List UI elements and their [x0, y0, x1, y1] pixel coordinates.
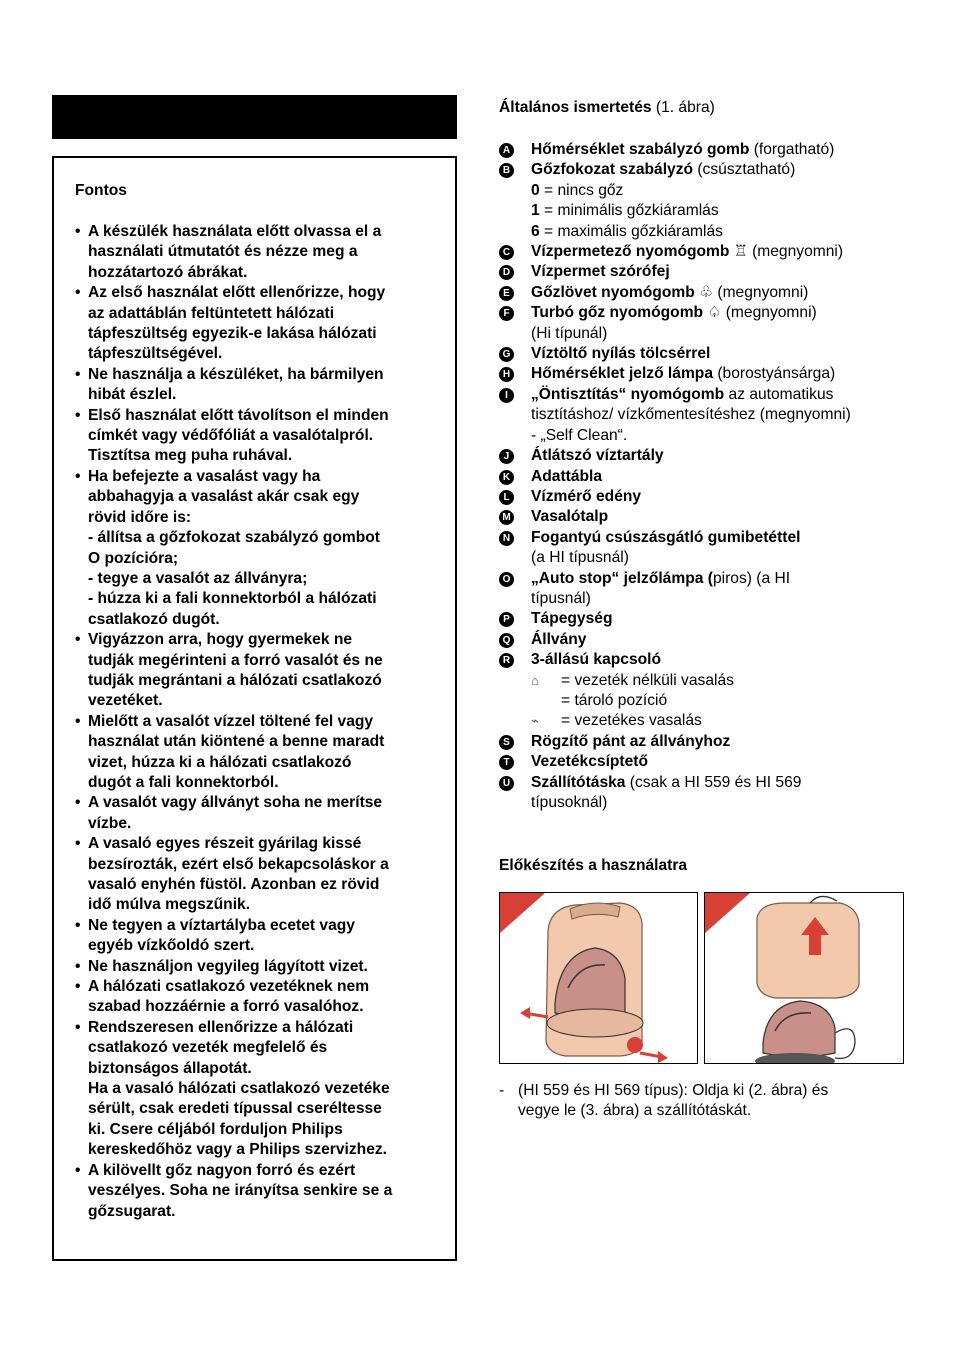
warning-line: használat után kiöntené a benne maradt [88, 733, 385, 751]
part-line [531, 160, 919, 180]
part-label-text: tisztításhoz/ vízkőmentesítéshez (megnyomni) [531, 406, 851, 424]
part-item-l [499, 487, 919, 507]
letter-badge-icon: O [499, 572, 514, 587]
part-line [531, 140, 919, 160]
part-label-bold: Rögzítő pánt az állványhoz [531, 732, 731, 750]
part-label-text: (csúsztatható) [693, 161, 796, 179]
part-item-n [499, 528, 919, 569]
letter-badge-icon: K [499, 470, 514, 485]
switch-symbol-icon: ⌂ [531, 672, 539, 688]
note-line: vegye le (3. ábra) a szállítótáskát. [518, 1102, 752, 1120]
part-label-bold: Gőzlövet nyomógomb [531, 283, 695, 301]
part-label-text: az automatikus [724, 385, 834, 403]
part-label-bold: Szállítótáska [531, 773, 626, 791]
warning-line: az adattáblán feltüntetett hálózati [88, 304, 335, 322]
warning-line: abbahagyja a vasalást akár csak egy [88, 488, 360, 506]
part-label-bold: Adattábla [531, 467, 603, 485]
warning-line: A vasalót vagy állványt soha ne merítse [88, 794, 383, 812]
warning-line: Vigyázzon arra, hogy gyermekek ne [88, 631, 353, 649]
warning-line: szabad hozzáérnie a forró vasalóhoz. [88, 998, 364, 1016]
letter-badge-icon: D [499, 265, 514, 280]
switch-text: = vezeték nélküli vasalás [561, 671, 734, 689]
warning-item [75, 977, 447, 1018]
warning-item [75, 283, 447, 365]
warning-line: A hálózati csatlakozó vezetéknek nem [88, 978, 370, 996]
part-label-bold: „Auto stop“ jelzőlámpa ( [531, 569, 713, 587]
part-item-e [499, 283, 919, 303]
part-label-bold: Tápegység [531, 610, 613, 628]
warning-line: sérült, csak eredeti típussal cseréltesse [88, 1100, 382, 1118]
part-label-bold: Gőzfokozat szabályzó [531, 161, 694, 179]
warning-line: címkét vagy védőfóliát a vasalótalpról. [88, 427, 374, 445]
part-label-text: ♤ (megnyomni) [703, 304, 817, 322]
part-line [531, 507, 919, 527]
bullet-icon: • [75, 284, 81, 302]
part-label-text: (csak a HI 559 és HI 569 [625, 773, 802, 791]
corner-marker-icon [500, 893, 545, 933]
part-label-bold: „Öntisztítás“ nyomógomb [531, 385, 725, 403]
warning-line: Mielőtt a vasalót vízzel töltené fel vagy [88, 712, 374, 730]
warning-line: idő múlva megszűnik. [88, 896, 251, 914]
warning-line: Ne használja a készüléket, ha bármilyen [88, 365, 384, 383]
part-line [531, 650, 919, 670]
warning-line: Ha befejezte a vasalást vagy ha [88, 467, 321, 485]
switch-symbol-icon: ⌁ [531, 713, 539, 729]
letter-badge-icon: L [499, 490, 514, 505]
warning-line: rövid időre is: [88, 508, 192, 526]
bullet-icon: • [75, 1018, 81, 1036]
warning-line: O pozícióra; [88, 549, 179, 567]
warning-line: használati útmutatót és nézze meg a [88, 243, 358, 261]
warning-line: - húzza ki a fali konnektorból a hálózati [88, 590, 377, 608]
part-line [531, 773, 919, 793]
warning-list [75, 222, 447, 1222]
part-item-f [499, 303, 919, 344]
part-item-a [499, 140, 919, 160]
part-label-bold: Vízmérő edény [531, 487, 642, 505]
warning-line: egyéb vízkőoldó szert. [88, 937, 255, 955]
switch-position [499, 691, 919, 711]
bullet-icon: • [75, 916, 81, 934]
part-line [531, 446, 919, 466]
part-item-j [499, 446, 919, 466]
part-item-t [499, 752, 919, 772]
part-label-text: (borostyánsárga) [713, 365, 836, 383]
part-line [531, 589, 919, 609]
bullet-icon: • [75, 631, 81, 649]
warning-line: csatlakozó vezeték megfelelő és [88, 1039, 328, 1057]
section-title [499, 98, 919, 118]
warning-item [75, 712, 447, 794]
warning-item [75, 793, 447, 834]
part-label-bold: Vízpermet szórófej [531, 263, 670, 281]
part-label-text: = nincs gőz [539, 181, 624, 199]
part-label-text: ♖ (megnyomni) [729, 243, 844, 261]
section-title-bold: Általános ismertetés [499, 99, 652, 116]
part-label-text: ♧ (megnyomni) [694, 283, 809, 301]
part-label-bold: Átlátszó víztartály [531, 447, 664, 465]
part-line [531, 569, 919, 589]
part-line [531, 181, 919, 201]
warning-line: gőzsugarat. [88, 1202, 176, 1220]
bullet-icon: • [75, 957, 81, 975]
letter-badge-icon: J [499, 449, 514, 464]
warning-item [75, 467, 447, 630]
letter-badge-icon: H [499, 367, 514, 382]
warning-line: ki. Csere céljából forduljon Philips [88, 1120, 343, 1138]
warning-line: A kilövellt gőz nagyon forró és ezért [88, 1161, 356, 1179]
part-item-o [499, 569, 919, 610]
part-item-h [499, 364, 919, 384]
part-label-bold: Vízpermetező nyomógomb [531, 243, 730, 261]
letter-badge-icon: M [499, 510, 514, 525]
part-item-b [499, 160, 919, 242]
bullet-icon: • [75, 712, 81, 730]
note-dash: - [499, 1082, 505, 1099]
warning-line: Rendszeresen ellenőrizze a hálózati [88, 1018, 354, 1036]
part-item-k [499, 467, 919, 487]
part-item-c [499, 242, 919, 262]
letter-badge-icon: Q [499, 633, 514, 648]
part-line [531, 405, 919, 425]
part-label-bold: Hőmérséklet jelző lámpa [531, 365, 714, 383]
warning-line: hibát észlel. [88, 386, 177, 404]
letter-badge-icon: P [499, 612, 514, 627]
note-line: (HI 559 és HI 569 típus): Oldja ki (2. ábra) és [518, 1082, 829, 1099]
part-line [531, 793, 919, 813]
warning-line: Ne tegyen a víztartályba ecetet vagy [88, 916, 355, 934]
letter-badge-icon: C [499, 245, 514, 260]
warning-heading: Fontos [75, 182, 127, 199]
letter-badge-icon: N [499, 531, 514, 546]
part-line [531, 222, 919, 242]
part-label-bold: Víztöltő nyílás tölcsérrel [531, 345, 711, 363]
warning-line: A készülék használata előtt olvassa el a [88, 223, 382, 240]
prep-heading: Előkészítés a használatra [499, 857, 688, 874]
prep-note [499, 1081, 919, 1122]
part-label-bold: Hőmérséklet szabályzó gomb [531, 141, 750, 158]
part-label-bold: Állvány [531, 630, 587, 648]
warning-line: tápfeszültségével. [88, 345, 223, 363]
part-label-text: = maximális gőzkiáramlás [539, 222, 723, 240]
corner-marker-icon [705, 893, 750, 933]
warning-line: vasaló enyhén füstöl. Azonban ez rövid [88, 876, 380, 893]
warning-item [75, 916, 447, 957]
warning-item [75, 406, 447, 467]
bullet-icon: • [75, 978, 81, 996]
warning-line: Ne használjon vegyileg lágyított vizet. [88, 957, 368, 975]
part-label-bold: Turbó gőz nyomógomb [531, 304, 704, 322]
part-label-text: = minimális gőzkiáramlás [539, 202, 719, 220]
figure-3-carrying-case-lift [704, 892, 904, 1064]
letter-badge-icon: E [499, 286, 514, 301]
letter-badge-icon: R [499, 653, 514, 668]
part-label-bold: Vasalótalp [531, 508, 609, 526]
warning-line: Az első használat előtt ellenőrizze, hogy [88, 284, 386, 302]
section-title-rest: (1. ábra) [651, 99, 715, 116]
warning-line: Ha a vasaló hálózati csatlakozó vezetéke [88, 1080, 390, 1098]
warning-line: A vasaló egyes részeit gyárilag kissé [88, 835, 362, 853]
note-text [499, 1081, 919, 1122]
warning-line: veszélyes. Soha ne irányítsa senkire se a [88, 1182, 393, 1200]
switch-position [499, 711, 919, 731]
part-label-bold: Fogantyú csúszásgátló gumibetéttel [531, 528, 801, 546]
switch-text: = vezetékes vasalás [561, 712, 702, 730]
part-item-g [499, 344, 919, 364]
part-line [531, 344, 919, 364]
warning-line: vezetéket. [88, 692, 163, 710]
part-label-bold: Vezetékcsíptető [531, 753, 649, 771]
part-item-q [499, 630, 919, 650]
warning-line: dugót a fali konnektorból. [88, 773, 279, 791]
part-item-i [499, 385, 919, 446]
warning-item [75, 1018, 447, 1161]
letter-badge-icon: G [499, 347, 514, 362]
part-item-p [499, 609, 919, 629]
warning-item [75, 957, 447, 977]
warning-line: - tegye a vasalót az állványra; [88, 569, 308, 587]
part-item-u [499, 773, 919, 814]
part-line [531, 609, 919, 629]
part-item-m [499, 507, 919, 527]
part-label-text: - „Self Clean“. [531, 426, 628, 444]
warning-line: csatlakozó dugót. [88, 610, 220, 628]
part-line [531, 283, 919, 303]
warning-line: bezsírozták, ezért első bekapcsoláskor a [88, 855, 389, 873]
switch-text: = tároló pozíció [561, 691, 668, 709]
warning-line: Első használat előtt távolítson el minden [88, 406, 389, 424]
warning-item [75, 630, 447, 712]
warning-line: biztonságos állapotát. [88, 1059, 252, 1077]
letter-badge-icon: I [499, 388, 514, 403]
part-label-text: (forgatható) [749, 141, 835, 158]
warning-line: tudják megérinteni a forró vasalót és ne [88, 651, 383, 669]
part-label-text: típusnál) [531, 589, 591, 607]
part-label-bold: 3-állású kapcsoló [531, 651, 662, 669]
warning-line: tápfeszültség egyezik-e lakása hálózati [88, 325, 377, 343]
part-line [531, 385, 919, 405]
bullet-icon: • [75, 365, 81, 383]
part-line [531, 752, 919, 772]
warning-line: kereskedőhöz vagy a Philips szervizhez. [88, 1141, 388, 1159]
warning-line: hozzátartozó ábrákat. [88, 263, 248, 281]
warning-line: vizet, húzza ki a hálózati csatlakozó [88, 753, 352, 771]
part-line [531, 487, 919, 507]
part-label-bold: 1 [531, 202, 540, 220]
part-item-r [499, 650, 919, 670]
warning-line: vízbe. [88, 814, 132, 832]
part-label-text: típusoknál) [531, 794, 608, 811]
bullet-icon: • [75, 1161, 81, 1179]
warning-item [75, 365, 447, 406]
parts-list [499, 140, 919, 813]
part-line [531, 201, 919, 221]
warning-item [75, 1161, 447, 1222]
letter-badge-icon: U [499, 776, 514, 791]
part-label-bold: 6 [531, 222, 540, 240]
part-line [531, 364, 919, 384]
part-label-text: (Hi típunál) [531, 324, 608, 342]
part-line [531, 732, 919, 752]
part-line [531, 528, 919, 548]
letter-badge-icon: F [499, 306, 514, 321]
bullet-icon: • [75, 835, 81, 853]
part-line [531, 303, 919, 323]
header-black-bar [52, 95, 457, 139]
bullet-icon: • [75, 406, 81, 424]
part-line [531, 548, 919, 568]
part-label-text: (a HI típusnál) [531, 549, 629, 567]
part-line [531, 324, 919, 344]
letter-badge-icon: T [499, 755, 514, 770]
part-line [531, 467, 919, 487]
figure-2-carrying-case-unclip [499, 892, 698, 1064]
part-line [531, 242, 919, 262]
letter-badge-icon: B [499, 163, 514, 178]
part-label-bold: 0 [531, 181, 540, 199]
warning-line: - állítsa a gőzfokozat szabályzó gombot [88, 529, 380, 547]
part-line [531, 630, 919, 650]
switch-position [499, 671, 919, 691]
warning-line: tudják megrántani a hálózati csatlakozó [88, 671, 382, 689]
letter-badge-icon: A [499, 143, 514, 158]
bullet-icon: • [75, 794, 81, 812]
letter-badge-icon: S [499, 735, 514, 750]
part-label-text: piros) (a HI [712, 569, 791, 587]
part-item-s [499, 732, 919, 752]
bullet-icon: • [75, 467, 81, 485]
part-item-d [499, 262, 919, 282]
warning-item [75, 222, 447, 283]
bullet-icon: • [75, 223, 81, 240]
warning-item [75, 834, 447, 916]
warning-line: Tisztítsa meg puha ruhával. [88, 447, 293, 465]
part-line [531, 262, 919, 282]
part-line [531, 426, 919, 446]
